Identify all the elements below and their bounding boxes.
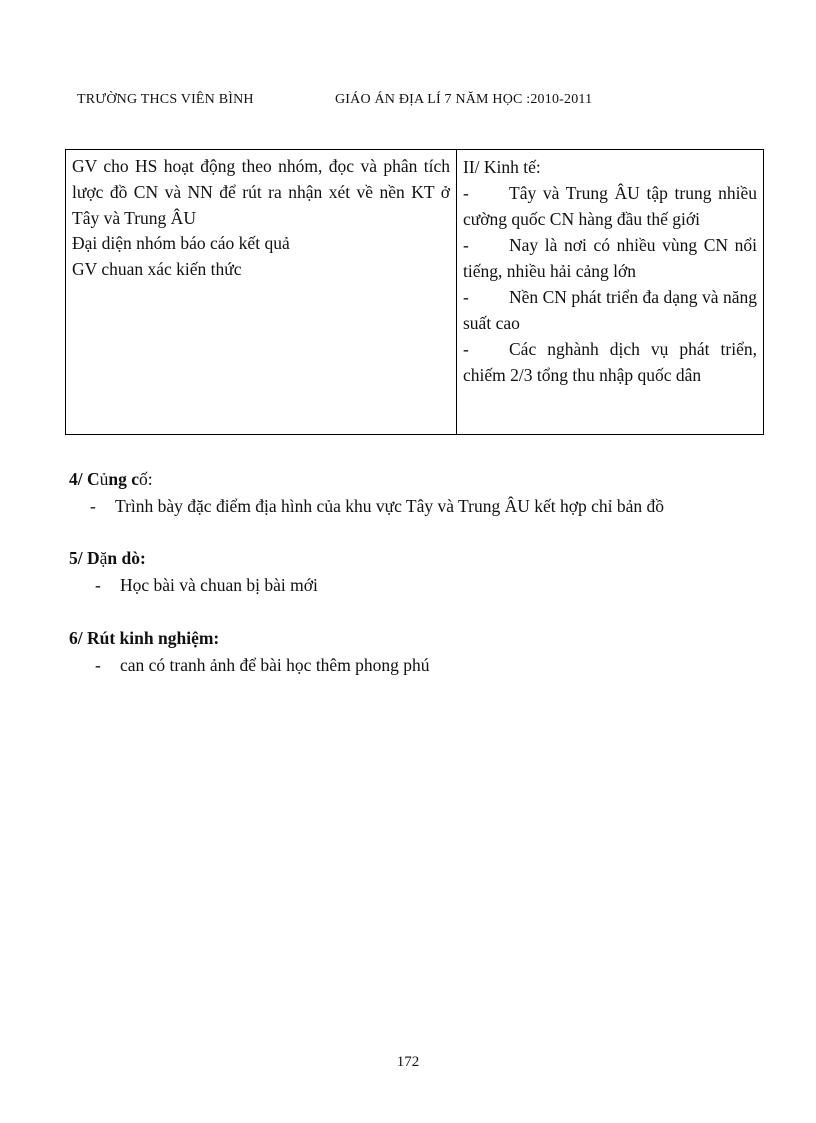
title-part: ủ [99,469,109,489]
content-item-text: Tây và Trung ÂU tập trung nhiều cường quốc CN hàng đầu thế giới [463,183,757,229]
section-experience [69,626,430,677]
title-part: 4/ C [69,469,100,489]
school-name: TRƯỜNG THCS VIÊN BÌNH [77,92,254,107]
activity-line: GV chuan xác kiến thức [72,259,242,280]
teacher-activity-column [66,150,457,434]
title-part: ng c [108,469,139,489]
page-number: 172 [396,1054,420,1070]
content-item [463,336,757,388]
title-part: 5/ D [69,548,100,568]
title-part: ố: [139,469,153,489]
page-header [77,92,592,108]
section-title [69,546,318,570]
content-column [457,150,763,434]
dash-marker: - [463,339,469,359]
content-item-text: Nền CN phát triển đa dạng và năng suất cao [463,287,757,333]
lesson-table [65,149,764,435]
section-homework [69,546,318,597]
section-item-text: Trình bày đặc điểm địa hình của khu vực Tây và Trung ÂU kết hợp chỉ bản đồ [115,496,665,516]
dash-marker: - [90,496,96,516]
lesson-title: GIÁO ÁN ĐỊA LÍ 7 NĂM HỌC :2010-2011 [335,92,593,107]
activity-line: GV cho HS hoạt động theo nhóm, đọc và phân tích lược đồ CN và NN để rút ra nhận xét về nền KT ở Tây và Trung ÂU [72,156,450,228]
dash-marker: - [463,235,469,255]
content-item [463,232,757,284]
section-consolidation [69,467,664,518]
content-item-text: Nay là nơi có nhiều vùng CN nổi tiếng, nhiều hải cảng lớn [463,235,757,281]
dash-marker: - [463,183,469,203]
content-item [463,284,757,336]
content-heading: II/ Kinh tế: [463,157,541,177]
dash-marker: - [463,287,469,307]
section-item-text: Học bài và chuan bị bài mới [120,575,318,595]
section-item-text: can có tranh ảnh để bài học thêm phong phú [120,655,430,675]
section-item [69,573,318,597]
section-title [69,467,664,491]
content-item-text: Các nghành dịch vụ phát triển, chiếm 2/3 tổng thu nhập quốc dân [463,339,757,385]
title-part: n dò: [107,548,146,568]
dash-marker: - [95,575,101,595]
section-item [69,653,430,677]
activity-line: Đại diện nhóm báo cáo kết quả [72,233,290,254]
section-item [69,494,664,518]
section-title: 6/ Rút kinh nghiệm: [69,628,220,648]
dash-marker: - [95,655,101,675]
content-item [463,180,757,232]
title-part: ặ [99,548,108,568]
